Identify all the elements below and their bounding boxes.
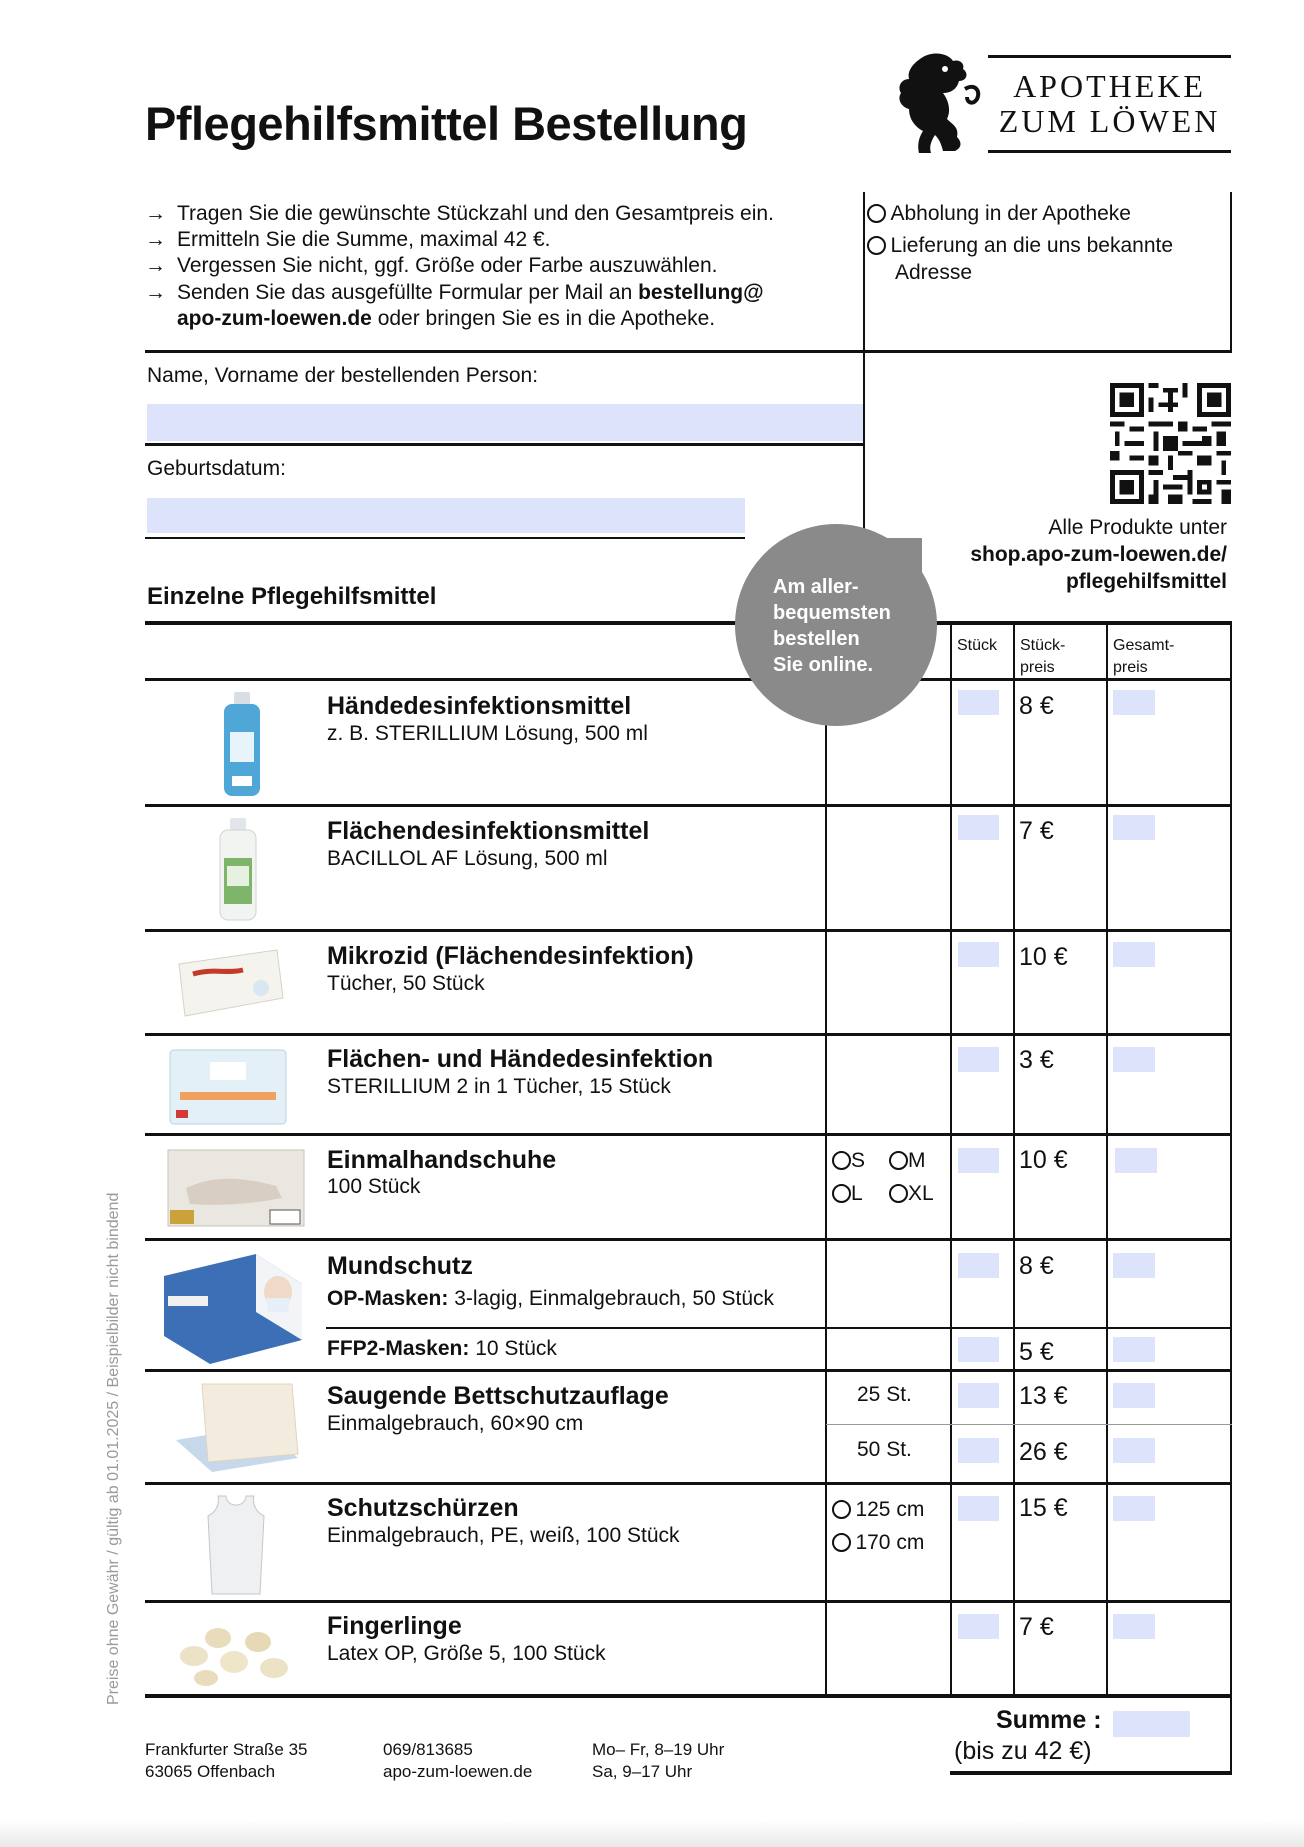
divider-vertical-top	[863, 192, 865, 537]
row-separator	[145, 1600, 1232, 1603]
product-name: Flächendesinfektionsmittel	[327, 817, 650, 845]
instruction-2: → Ermitteln Sie die Summe, maximal 42 €.	[145, 228, 551, 251]
divider-header	[145, 350, 1232, 353]
phone-number[interactable]: 069/813685	[383, 1740, 473, 1759]
birthdate-input[interactable]	[147, 498, 745, 533]
face-masks-box-icon	[160, 1248, 306, 1366]
bed-pad-icon	[172, 1380, 302, 1476]
table-bottom-rule	[145, 1694, 1232, 1698]
row-separator-sub	[826, 1424, 1232, 1425]
radio-size-s[interactable]	[832, 1151, 851, 1170]
email-link[interactable]: bestellung@	[638, 281, 764, 304]
variant-25-pieces: 25 St.	[857, 1383, 912, 1406]
radio-size-l[interactable]	[832, 1184, 851, 1203]
finger-cots-icon	[174, 1612, 298, 1688]
bubble-text: Am aller- bequemsten bestellen Sie online.	[773, 576, 891, 676]
instruction-4: → Senden Sie das ausgefüllte Formular per Mail an bestellung@	[145, 281, 764, 304]
qty-input-50-pieces[interactable]	[958, 1438, 999, 1463]
arrow-right-icon: →	[145, 202, 166, 225]
section-title: Einzelne Pflegehilfsmittel	[147, 583, 437, 610]
product-name: Mundschutz	[327, 1252, 473, 1280]
unit-price: 8 €	[1019, 692, 1054, 720]
size-option-m[interactable]: M	[889, 1149, 926, 1173]
length-option-125[interactable]: 125 cm	[832, 1498, 924, 1522]
qty-input[interactable]	[958, 690, 999, 715]
product-desc: 100 Stück	[327, 1175, 421, 1198]
total-input[interactable]	[1113, 1047, 1155, 1072]
qty-input-op-masks[interactable]	[958, 1253, 999, 1278]
logo-text-line1: APOTHEKE	[1013, 68, 1206, 104]
unit-price: 7 €	[1019, 1613, 1054, 1641]
sum-note: (bis zu 42 €)	[954, 1737, 1092, 1765]
apron-icon	[204, 1494, 268, 1596]
logo-rule-bottom	[988, 150, 1231, 153]
table-top-rule	[145, 621, 1232, 625]
product-name: Einmalhandschuhe	[327, 1146, 557, 1174]
product-desc-op-masks: OP-Masken: 3-lagig, Einmalgebrauch, 50 Stück	[327, 1287, 775, 1310]
qty-input[interactable]	[958, 1614, 999, 1639]
wipes-pack-icon	[173, 944, 287, 1024]
total-input-50-pieces[interactable]	[1113, 1438, 1155, 1463]
arrow-right-icon: →	[145, 228, 166, 251]
instruction-3: → Vergessen Sie nicht, ggf. Größe oder Farbe auszuwählen.	[145, 254, 718, 277]
unit-price: 7 €	[1019, 817, 1054, 845]
viewer-background	[0, 1820, 1304, 1847]
birthdate-field-underline	[145, 537, 745, 539]
name-input[interactable]	[147, 404, 863, 441]
product-desc: Einmalgebrauch, 60×90 cm	[327, 1412, 584, 1435]
product-desc: STERILLIUM 2 in 1 Tücher, 15 Stück	[327, 1075, 671, 1098]
row-separator	[145, 1238, 1232, 1241]
radio-length-125[interactable]	[832, 1500, 851, 1519]
radio-size-xl[interactable]	[889, 1184, 908, 1203]
col-header-total-1: Gesamt-	[1113, 637, 1175, 654]
length-option-170[interactable]: 170 cm	[832, 1531, 924, 1555]
radio-delivery[interactable]	[867, 236, 886, 255]
col-header-qty: Stück	[957, 637, 998, 654]
unit-price-ffp2-masks: 5 €	[1019, 1338, 1054, 1366]
radio-pickup[interactable]	[867, 204, 886, 223]
unit-price-op-masks: 8 €	[1019, 1252, 1054, 1280]
sum-bottom-rule	[950, 1771, 1232, 1775]
qty-input[interactable]	[958, 942, 999, 967]
qty-input-ffp2-masks[interactable]	[958, 1337, 999, 1362]
unit-price: 10 €	[1019, 943, 1068, 971]
radio-length-170[interactable]	[832, 1533, 851, 1552]
unit-price: 10 €	[1019, 1146, 1068, 1174]
instruction-1: → Tragen Sie die gewünschte Stückzahl und den Gesamtpreis ein.	[145, 202, 774, 225]
instruction-4-cont: apo-zum-loewen.de oder bringen Sie es in die Apotheke.	[177, 307, 716, 330]
arrow-right-icon: →	[145, 254, 166, 277]
table-border-right	[1230, 621, 1232, 1697]
col-header-unit-price-1: Stück-	[1020, 637, 1066, 654]
sum-label: Summe :	[996, 1706, 1102, 1734]
lion-logo-icon	[893, 49, 983, 157]
unit-price-25-pieces: 13 €	[1019, 1382, 1068, 1410]
row-separator	[145, 678, 1232, 681]
product-desc: Einmalgebrauch, PE, weiß, 100 Stück	[327, 1524, 680, 1547]
name-field-underline	[145, 443, 864, 446]
size-option-xl[interactable]: XL	[889, 1182, 934, 1206]
row-separator-sub	[326, 1327, 1232, 1329]
wipes-box-icon	[168, 1048, 288, 1126]
sum-border-right	[1230, 1697, 1232, 1773]
shop-link-line1[interactable]: shop.apo-zum-loewen.de/	[970, 543, 1227, 566]
row-separator	[145, 1482, 1232, 1485]
total-input-op-masks[interactable]	[1113, 1253, 1155, 1278]
total-input[interactable]	[1113, 690, 1155, 715]
total-input[interactable]	[1113, 1496, 1155, 1521]
unit-price: 15 €	[1019, 1494, 1068, 1522]
row-separator	[145, 1369, 1232, 1372]
col-header-unit-price-2: preis	[1020, 659, 1055, 676]
size-option-s[interactable]: S	[832, 1149, 865, 1173]
total-input[interactable]	[1113, 1614, 1155, 1639]
logo-text-line2: ZUM LÖWEN	[998, 103, 1221, 139]
col-header-total-2: preis	[1113, 659, 1148, 676]
gloves-box-icon	[166, 1148, 306, 1228]
product-name: Fingerlinge	[327, 1612, 462, 1640]
unit-price: 3 €	[1019, 1046, 1054, 1074]
shop-link-line2[interactable]: pflegehilfsmittel	[1065, 570, 1227, 593]
delivery-option-delivery[interactable]: Lieferung an die uns bekannte	[867, 234, 1173, 258]
product-desc: z. B. STERILLIUM Lösung, 500 ml	[327, 722, 648, 745]
hand-disinfectant-bottle-icon	[218, 690, 266, 798]
product-desc-ffp2-masks: FFP2-Masken: 10 Stück	[327, 1337, 557, 1360]
product-desc: Tücher, 50 Stück	[327, 972, 485, 995]
total-input[interactable]	[1113, 815, 1155, 840]
row-separator	[145, 929, 1232, 932]
col-divider-variant	[825, 680, 827, 1697]
shop-text-line1: Alle Produkte unter	[1048, 516, 1227, 539]
name-field-label: Name, Vorname der bestellenden Person:	[147, 364, 539, 387]
size-option-l[interactable]: L	[832, 1182, 863, 1206]
footer-address: Frankfurter Straße 35 63065 Offenbach	[145, 1740, 308, 1781]
product-name: Mikrozid (Flächendesinfektion)	[327, 942, 694, 970]
qty-input[interactable]	[958, 815, 999, 840]
delivery-option-pickup[interactable]: Abholung in der Apotheke	[867, 202, 1131, 226]
product-desc: Latex OP, Größe 5, 100 Stück	[327, 1642, 606, 1665]
arrow-right-icon: →	[145, 281, 166, 304]
qty-input[interactable]	[958, 1047, 999, 1072]
sum-input[interactable]	[1113, 1711, 1190, 1737]
product-desc: BACILLOL AF Lösung, 500 ml	[327, 847, 608, 870]
radio-size-m[interactable]	[889, 1151, 908, 1170]
col-divider-total	[1106, 621, 1108, 1697]
qty-input[interactable]	[958, 1496, 999, 1521]
col-divider-qty	[950, 621, 952, 1697]
side-note: Preise ohne Gewähr / gültig ab 01.01.2025 / Beispielbilder nicht bindend	[105, 1192, 122, 1705]
total-input[interactable]	[1115, 1148, 1157, 1173]
website-link[interactable]: apo-zum-loewen.de	[383, 1762, 533, 1781]
footer-contact	[383, 1739, 532, 1783]
row-separator	[145, 804, 1232, 807]
product-name: Schutzschürzen	[327, 1494, 519, 1522]
row-separator	[145, 1133, 1232, 1136]
qr-code-icon[interactable]	[1110, 383, 1231, 504]
divider-vertical-right	[1230, 192, 1232, 352]
product-name: Flächen- und Händedesinfektion	[327, 1045, 714, 1073]
product-name: Händedesinfektionsmittel	[327, 692, 632, 720]
row-separator	[145, 1033, 1232, 1036]
birthdate-field-label: Geburtsdatum:	[147, 457, 286, 480]
unit-price-50-pieces: 26 €	[1019, 1438, 1068, 1466]
page-title: Pflegehilfsmittel Bestellung	[145, 97, 748, 150]
qty-input-25-pieces[interactable]	[958, 1383, 999, 1408]
delivery-option-delivery-line2: Adresse	[895, 261, 973, 284]
qty-input[interactable]	[958, 1148, 999, 1173]
variant-50-pieces: 50 St.	[857, 1438, 912, 1461]
surface-disinfectant-bottle-icon	[216, 818, 260, 922]
total-input-ffp2-masks[interactable]	[1113, 1337, 1155, 1362]
total-input[interactable]	[1113, 942, 1155, 967]
product-name: Saugende Bettschutzauflage	[327, 1382, 669, 1410]
total-input-25-pieces[interactable]	[1113, 1383, 1155, 1408]
logo-rule-top	[988, 55, 1231, 58]
email-domain[interactable]: apo-zum-loewen.de	[177, 307, 372, 330]
col-divider-unit-price	[1013, 621, 1015, 1697]
footer-hours: Mo– Fr, 8–19 Uhr Sa, 9–17 Uhr	[592, 1740, 725, 1781]
